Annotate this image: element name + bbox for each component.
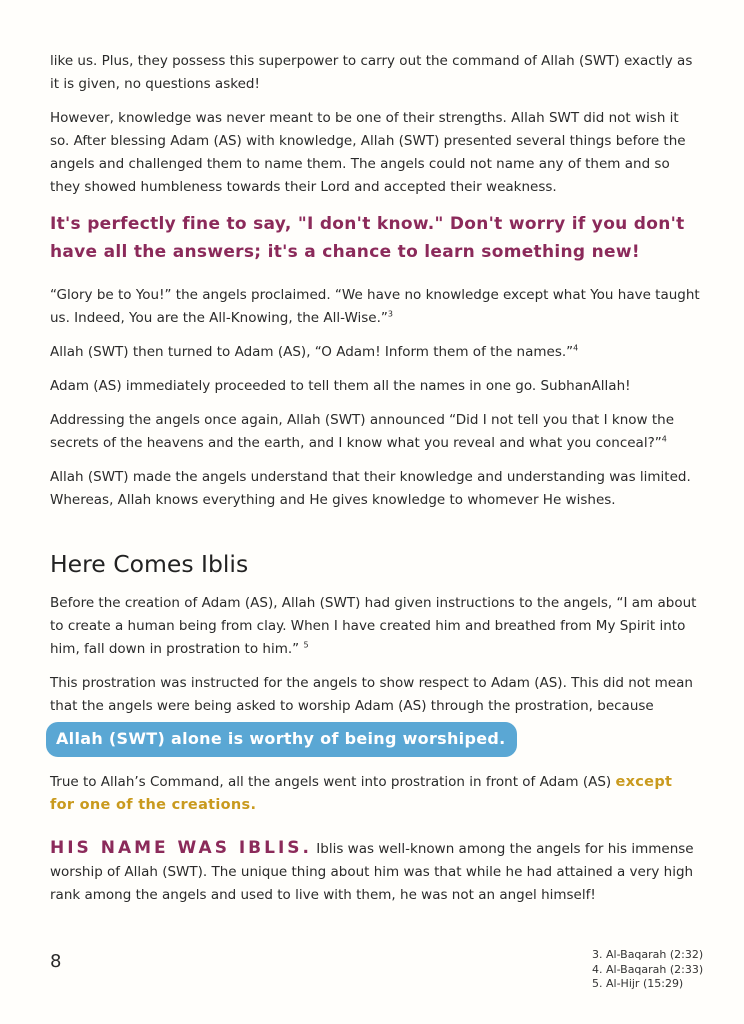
callout-text: It's perfectly fine to say, "I don't know." Don't worry if you don't have all the answers; it's a chance to learn something new! — [50, 214, 685, 262]
footnote-ref: 4 — [573, 343, 579, 353]
paragraph: Allah (SWT) made the angels understand that their knowledge and understanding was limited. Whereas, Allah knows everything and He gives knowledge to whomever He wishes. — [50, 469, 691, 508]
footnote-ref: 4 — [661, 434, 667, 444]
footnote-ref: 5 — [303, 640, 309, 650]
highlight-box: Allah (SWT) alone is worthy of being worshiped. — [46, 722, 517, 757]
paragraph: This prostration was instructed for the angels to show respect to Adam (AS). This did not mean that the angels were being asked to worship Adam (AS) through the prostration, because — [50, 675, 693, 714]
footnote-ref: 3 — [387, 309, 393, 319]
footnote: 4. Al-Baqarah (2:33) — [592, 962, 704, 976]
paragraph-text: Iblis was well-known among the angels for his immense worship of Allah (SWT). The unique thing about him was that while he had attained a very high rank among the angels and used to live with them, he was not an angel himself! — [50, 841, 694, 903]
page-body — [50, 50, 700, 907]
section-heading: Here Comes Iblis — [50, 550, 249, 578]
quote-text: Before the creation of Adam (AS), Allah (SWT) had given instructions to the angels, “I am about to create a human being from clay. When I have created him and breathed from My Spirit into him, fall down in prostration to him.” — [50, 595, 697, 657]
footnote: 3. Al-Baqarah (2:32) — [592, 948, 704, 961]
paragraph: Adam (AS) immediately proceeded to tell them all the names in one go. SubhanAllah! — [50, 378, 631, 394]
paragraph: like us. Plus, they possess this superpower to carry out the command of Allah (SWT) exactly as it is given, no questions asked! — [50, 53, 693, 92]
paragraph-text: True to Allah’s Command, all the angels went into prostration in front of Adam (AS) — [50, 774, 612, 790]
lead-in-heading: HIS NAME WAS IBLIS. — [50, 838, 312, 858]
highlight-text: except for one of the creations. — [50, 774, 673, 813]
paragraph — [50, 837, 700, 907]
quote-paragraph — [50, 592, 700, 661]
footnote: 5. Al-Hijr (15:29) — [592, 977, 684, 990]
page-number: 8 — [50, 951, 62, 972]
paragraph — [50, 771, 700, 817]
paragraph: However, knowledge was never meant to be one of their strengths. Allah SWT did not wish it so. After blessing Adam (AS) with knowledge, Allah (SWT) presented several things before the angels and challenged them to name them. The angels could not name any of them and so they showed humbleness towards their Lord and accepted their weakness. — [50, 110, 686, 195]
quote-text: “Glory be to You!” the angels proclaimed. “We have no knowledge except what You have taught us. Indeed, You are the All-Knowing, the All-Wise.” — [50, 287, 700, 326]
quote-paragraph — [50, 409, 700, 455]
quote-paragraph — [50, 284, 700, 330]
quote-paragraph — [50, 341, 700, 364]
quote-text: Addressing the angels once again, Allah (SWT) announced “Did I not tell you that I know the secrets of the heavens and the earth, and I know what you reveal and what you conceal?” — [50, 412, 675, 451]
quote-text: Allah (SWT) then turned to Adam (AS), “O Adam! Inform them of the names.” — [50, 344, 574, 360]
footnotes — [592, 948, 703, 992]
